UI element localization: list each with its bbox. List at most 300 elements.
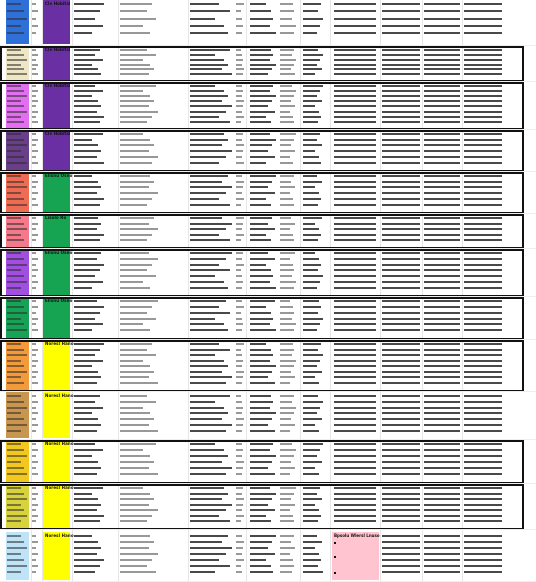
table-cell <box>236 395 241 397</box>
table-cell <box>190 217 222 219</box>
table-row[interactable] <box>0 473 536 476</box>
table-cell <box>236 139 242 141</box>
table-row[interactable] <box>0 553 536 556</box>
table-cell <box>236 418 244 420</box>
table-row[interactable] <box>0 133 536 136</box>
table-cell <box>250 111 275 113</box>
table-row[interactable] <box>0 186 536 189</box>
table-cell <box>236 443 242 445</box>
table-cell <box>464 424 502 426</box>
table-cell <box>424 443 460 445</box>
table-row[interactable] <box>0 181 536 184</box>
table-cell <box>464 49 502 51</box>
color-swatch-cell[interactable] <box>6 0 29 44</box>
table-row[interactable] <box>0 520 536 523</box>
table-cell <box>190 18 215 20</box>
table-cell <box>464 418 502 420</box>
table-cell <box>190 487 224 489</box>
table-cell <box>382 239 420 241</box>
table-row[interactable] <box>0 395 536 398</box>
table-row[interactable] <box>0 509 536 512</box>
table-cell <box>424 323 460 325</box>
table-row[interactable] <box>0 493 536 496</box>
table-cell <box>424 487 460 489</box>
table-cell <box>382 275 420 277</box>
table-cell <box>424 461 460 463</box>
table-cell <box>382 407 420 409</box>
table-cell <box>280 449 296 451</box>
table-row[interactable] <box>0 258 536 261</box>
table-cell <box>464 275 502 277</box>
table-cell <box>280 105 295 107</box>
table-cell <box>236 571 242 573</box>
table-cell <box>250 252 268 254</box>
table-cell <box>120 198 152 200</box>
table-cell <box>280 68 291 70</box>
table-row[interactable] <box>0 121 536 124</box>
table-cell <box>382 68 420 70</box>
table-row[interactable] <box>0 407 536 410</box>
table-cell <box>190 376 232 378</box>
table-cell <box>464 515 502 517</box>
row-group <box>0 0 536 44</box>
table-row[interactable] <box>0 360 536 363</box>
table-cell <box>250 520 271 522</box>
table-cell <box>280 382 290 384</box>
table-cell <box>250 150 268 152</box>
table-row[interactable] <box>0 349 536 352</box>
table-cell <box>303 498 322 500</box>
table-row[interactable] <box>0 498 536 501</box>
table-cell <box>280 18 292 20</box>
table-cell <box>464 105 502 107</box>
table-row[interactable] <box>0 73 536 76</box>
table-cell <box>382 467 420 469</box>
table-cell <box>382 323 420 325</box>
table-cell <box>424 424 460 426</box>
table-cell <box>236 204 241 206</box>
table-cell <box>382 571 420 573</box>
table-cell <box>250 461 272 463</box>
table-cell <box>236 412 242 414</box>
table-cell <box>236 269 241 271</box>
table-row[interactable] <box>0 217 536 220</box>
table-cell <box>464 18 502 20</box>
table-row[interactable] <box>0 198 536 201</box>
table-cell <box>464 234 502 236</box>
table-cell <box>74 412 92 414</box>
table-cell <box>382 382 420 384</box>
table-cell <box>74 49 100 51</box>
table-cell <box>382 493 420 495</box>
table-cell <box>424 186 460 188</box>
table-cell <box>250 95 276 97</box>
table-cell <box>280 571 292 573</box>
table-cell <box>74 144 98 146</box>
table-cell <box>280 10 294 12</box>
table-cell <box>464 10 502 12</box>
table-cell <box>303 198 321 200</box>
table-cell <box>236 111 242 113</box>
table-cell <box>382 49 420 51</box>
table-cell <box>334 252 376 254</box>
table-cell <box>74 300 97 302</box>
table-cell <box>424 133 460 135</box>
category-tag-label: Clv Hobitsi <box>45 47 71 52</box>
table-cell <box>236 430 242 432</box>
table-row[interactable] <box>0 443 536 446</box>
table-cell <box>464 264 502 266</box>
table-row[interactable] <box>0 228 536 231</box>
table-cell <box>120 467 149 469</box>
table-cell <box>280 565 294 567</box>
table-cell <box>236 455 242 457</box>
table-cell <box>280 281 296 283</box>
table-row[interactable] <box>0 25 536 28</box>
table-cell <box>334 449 376 451</box>
table-cell <box>303 312 318 314</box>
table-cell <box>334 487 376 489</box>
table-row[interactable] <box>0 565 536 568</box>
table-cell <box>120 323 143 325</box>
row-group <box>0 440 536 482</box>
table-row[interactable] <box>0 559 536 562</box>
table-cell <box>190 73 232 75</box>
table-cell <box>74 443 95 445</box>
table-cell <box>74 150 101 152</box>
table-row[interactable] <box>0 90 536 93</box>
table-cell <box>303 565 318 567</box>
group-separator <box>0 529 536 530</box>
table-cell <box>190 365 228 367</box>
table-cell <box>250 455 276 457</box>
table-cell <box>190 541 222 543</box>
table-cell <box>424 139 460 141</box>
table-row[interactable] <box>0 95 536 98</box>
table-cell <box>236 287 242 289</box>
table-row[interactable] <box>0 318 536 321</box>
table-row[interactable] <box>0 252 536 255</box>
table-row[interactable] <box>0 354 536 357</box>
table-cell <box>74 461 98 463</box>
table-cell <box>280 354 292 356</box>
table-cell <box>382 401 420 403</box>
table-cell <box>236 354 242 356</box>
table-cell <box>382 234 420 236</box>
table-cell <box>334 376 376 378</box>
table-cell <box>382 553 420 555</box>
table-cell <box>303 443 323 445</box>
table-row[interactable] <box>0 412 536 415</box>
table-cell <box>236 467 243 469</box>
table-cell <box>74 407 103 409</box>
table-cell <box>382 371 420 373</box>
table-cell <box>464 25 502 27</box>
table-row[interactable] <box>0 487 536 490</box>
table-row[interactable] <box>0 504 536 507</box>
table-cell <box>74 343 104 345</box>
table-row[interactable] <box>0 10 536 13</box>
table-cell <box>250 18 273 20</box>
table-cell <box>236 498 244 500</box>
table-cell <box>250 228 275 230</box>
table-cell <box>382 111 420 113</box>
table-row[interactable] <box>0 156 536 159</box>
table-cell <box>464 116 502 118</box>
table-cell <box>120 300 158 302</box>
table-cell <box>74 133 103 135</box>
table-cell <box>303 473 319 475</box>
table-cell <box>250 217 272 219</box>
table-row[interactable] <box>0 192 536 195</box>
table-cell <box>424 204 460 206</box>
table-cell <box>382 487 420 489</box>
table-row[interactable] <box>0 461 536 464</box>
table-cell <box>464 360 502 362</box>
table-cell <box>382 504 420 506</box>
table-cell <box>424 349 460 351</box>
table-row[interactable] <box>0 401 536 404</box>
table-cell <box>236 473 242 475</box>
table-row[interactable] <box>0 312 536 315</box>
table-cell <box>382 181 420 183</box>
table-cell <box>334 520 376 522</box>
table-row[interactable] <box>0 64 536 67</box>
table-cell <box>120 498 154 500</box>
table-cell <box>334 181 376 183</box>
table-cell <box>424 18 460 20</box>
table-row[interactable] <box>0 239 536 242</box>
table-cell <box>120 473 158 475</box>
table-cell <box>236 121 241 123</box>
table-row[interactable] <box>0 18 536 21</box>
table-cell <box>303 25 320 27</box>
table-cell <box>250 234 266 236</box>
table-row[interactable] <box>0 287 536 290</box>
table-cell <box>190 504 232 506</box>
table-row[interactable] <box>0 139 536 142</box>
table-cell <box>120 32 150 34</box>
table-cell <box>280 223 295 225</box>
table-cell <box>464 407 502 409</box>
table-row[interactable] <box>0 306 536 309</box>
table-cell <box>280 349 294 351</box>
table-row[interactable] <box>0 455 536 458</box>
table-row[interactable] <box>0 32 536 35</box>
table-cell <box>280 376 295 378</box>
table-cell <box>464 269 502 271</box>
table-row[interactable] <box>0 371 536 374</box>
table-cell <box>120 181 154 183</box>
table-cell <box>250 509 275 511</box>
table-cell <box>464 329 502 331</box>
table-cell <box>382 376 420 378</box>
table-cell <box>236 487 243 489</box>
table-cell <box>303 186 315 188</box>
table-cell <box>334 139 376 141</box>
table-row[interactable] <box>0 365 536 368</box>
table-row[interactable] <box>0 175 536 178</box>
table-cell <box>120 258 158 260</box>
table-row[interactable] <box>0 204 536 207</box>
table-cell <box>424 252 460 254</box>
table-cell <box>74 239 100 241</box>
table-row[interactable] <box>0 116 536 119</box>
table-cell <box>464 565 502 567</box>
table-cell <box>334 349 376 351</box>
table-cell <box>382 116 420 118</box>
table-cell <box>120 150 149 152</box>
table-cell <box>250 473 275 475</box>
table-cell <box>280 204 294 206</box>
highlighted-note-cell[interactable] <box>332 532 379 580</box>
table-row[interactable] <box>0 515 536 518</box>
table-row[interactable] <box>0 111 536 114</box>
table-cell <box>250 54 273 56</box>
table-row[interactable] <box>0 3 536 6</box>
table-row[interactable] <box>0 535 536 538</box>
table-cell <box>236 223 243 225</box>
table-row[interactable] <box>0 467 536 470</box>
table-cell <box>280 535 294 537</box>
table-cell <box>303 520 318 522</box>
table-row[interactable] <box>0 343 536 346</box>
table-row[interactable] <box>0 449 536 452</box>
table-row[interactable] <box>0 150 536 153</box>
table-cell <box>190 25 224 27</box>
table-row[interactable] <box>0 234 536 237</box>
table-row[interactable] <box>0 59 536 62</box>
table-cell <box>250 100 272 102</box>
table-cell <box>303 281 320 283</box>
table-cell <box>334 306 376 308</box>
table-cell <box>236 547 243 549</box>
table-cell <box>236 553 242 555</box>
table-row[interactable] <box>0 100 536 103</box>
table-row[interactable] <box>0 269 536 272</box>
table-cell <box>236 306 244 308</box>
table-row[interactable] <box>0 424 536 427</box>
table-cell <box>424 547 460 549</box>
table-cell <box>280 121 294 123</box>
table-cell <box>120 121 147 123</box>
table-row[interactable] <box>0 323 536 326</box>
table-cell <box>280 59 296 61</box>
table-cell <box>280 312 294 314</box>
category-tag-cell[interactable] <box>43 0 70 44</box>
table-row[interactable] <box>0 418 536 421</box>
table-cell <box>280 90 296 92</box>
table-cell <box>236 49 241 51</box>
table-row[interactable] <box>0 571 536 574</box>
table-cell <box>74 323 103 325</box>
row-group <box>0 82 536 128</box>
table-row[interactable] <box>0 54 536 57</box>
table-row[interactable] <box>0 275 536 278</box>
table-cell <box>74 312 100 314</box>
table-cell <box>424 493 460 495</box>
table-row[interactable] <box>0 49 536 52</box>
table-cell <box>120 111 158 113</box>
table-cell <box>382 3 420 5</box>
table-row[interactable] <box>0 105 536 108</box>
table-cell <box>250 343 266 345</box>
table-row[interactable] <box>0 382 536 385</box>
table-cell <box>464 204 502 206</box>
table-cell <box>464 541 502 543</box>
table-cell <box>382 186 420 188</box>
table-cell <box>382 461 420 463</box>
table-cell <box>236 217 244 219</box>
table-row[interactable] <box>0 264 536 267</box>
table-row[interactable] <box>0 223 536 226</box>
table-cell <box>334 162 376 164</box>
table-cell <box>334 59 376 61</box>
table-cell <box>424 275 460 277</box>
table-cell <box>303 318 323 320</box>
table-row[interactable] <box>0 329 536 332</box>
table-cell <box>424 467 460 469</box>
table-row[interactable] <box>0 376 536 379</box>
table-cell <box>464 535 502 537</box>
table-row[interactable] <box>0 300 536 303</box>
table-cell <box>424 100 460 102</box>
table-cell <box>424 553 460 555</box>
table-row[interactable] <box>0 430 536 433</box>
group-border <box>0 484 524 530</box>
table-row[interactable] <box>0 68 536 71</box>
table-cell <box>74 318 95 320</box>
table-cell <box>424 258 460 260</box>
table-cell <box>74 90 103 92</box>
table-cell <box>236 175 242 177</box>
table-cell <box>74 228 97 230</box>
table-cell <box>334 382 376 384</box>
table-cell <box>280 144 291 146</box>
table-cell <box>74 105 101 107</box>
table-row[interactable] <box>0 541 536 544</box>
table-cell <box>236 162 244 164</box>
table-cell <box>464 121 502 123</box>
table-cell <box>74 547 101 549</box>
table-cell <box>382 449 420 451</box>
table-cell <box>280 493 294 495</box>
table-cell <box>190 204 230 206</box>
table-row[interactable] <box>0 162 536 165</box>
table-cell <box>236 376 243 378</box>
table-cell <box>464 401 502 403</box>
table-row[interactable] <box>0 281 536 284</box>
table-row[interactable] <box>0 547 536 550</box>
table-cell <box>74 376 101 378</box>
table-row[interactable] <box>0 144 536 147</box>
table-cell <box>280 443 292 445</box>
table-cell <box>74 10 100 12</box>
table-cell <box>334 424 376 426</box>
table-cell <box>424 121 460 123</box>
table-cell <box>250 64 276 66</box>
table-cell <box>190 156 226 158</box>
table-cell <box>334 281 376 283</box>
table-cell <box>464 162 502 164</box>
table-cell <box>382 64 420 66</box>
table-cell <box>190 258 226 260</box>
table-cell <box>334 455 376 457</box>
table-row[interactable] <box>0 85 536 88</box>
table-cell <box>190 515 219 517</box>
table-cell <box>424 25 460 27</box>
table-cell <box>334 493 376 495</box>
